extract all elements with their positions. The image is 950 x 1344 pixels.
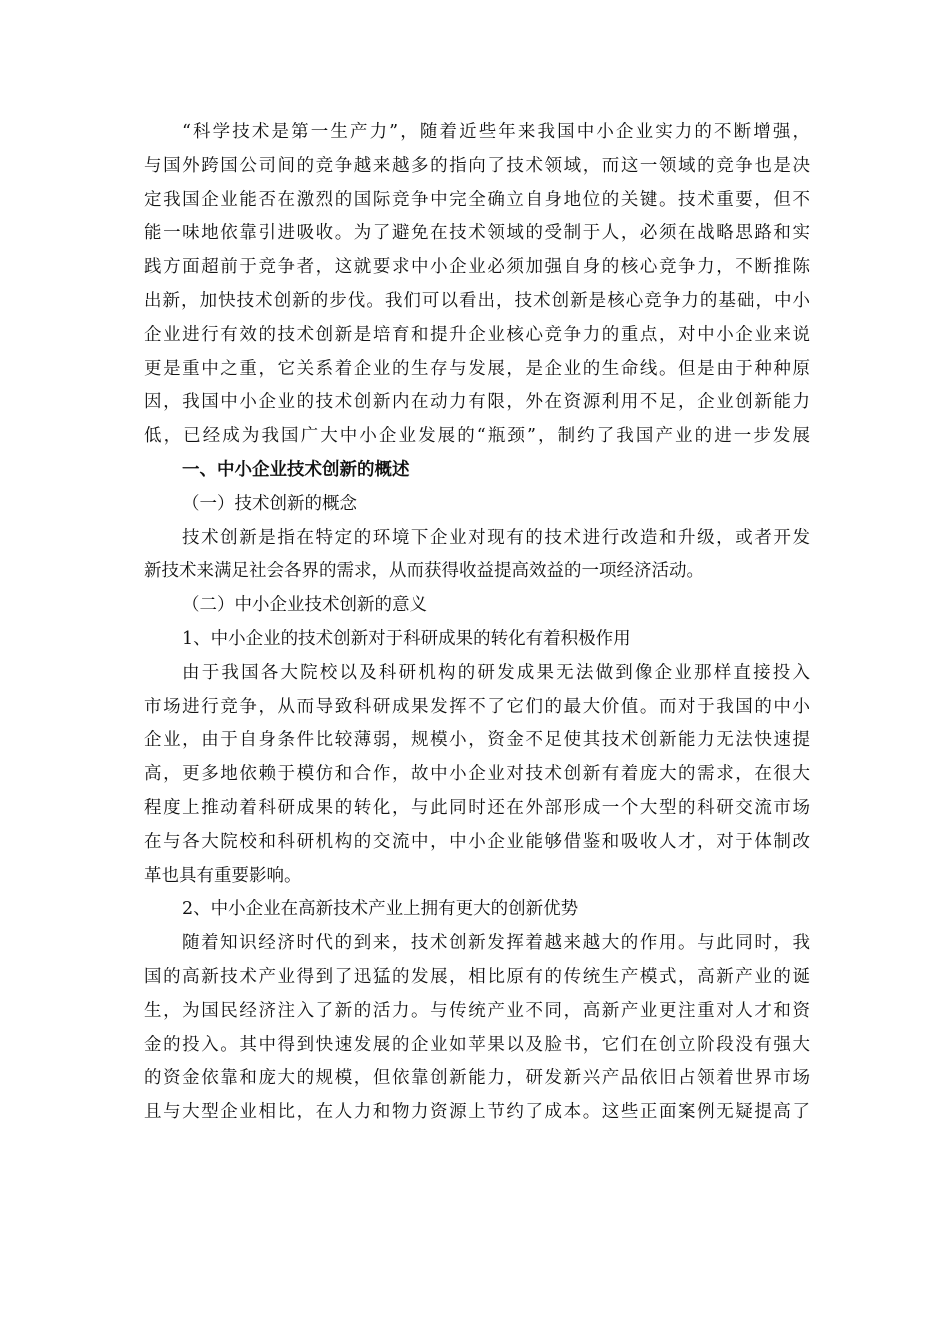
- text-line: 革也具有重要影响。: [144, 865, 302, 886]
- text-line: 且与大型企业相比，在人力和物力资源上节约了成本。这些正面案例无疑提高了: [144, 1102, 810, 1123]
- section-heading: 一、中小企业技术创新的概述: [182, 459, 410, 480]
- text-line: 更是重中之重，它关系着企业的生存与发展，是企业的生命线。但是由于种种原: [144, 358, 810, 379]
- text-line: 能一味地依靠引进吸收。为了避免在技术领域的受制于人，必须在战略思路和实: [144, 223, 810, 244]
- text-line: （一）技术创新的概念: [182, 493, 357, 514]
- document-body: [144, 116, 810, 1130]
- text-line: 市场进行竞争，从而导致科研成果发挥不了它们的最大价值。而对于我国的中小: [144, 696, 810, 717]
- text-line: 金的投入。其中得到快速发展的企业如苹果以及脸书，它们在创立阶段没有强大: [144, 1034, 810, 1055]
- text-line: 程度上推动着科研成果的转化，与此同时还在外部形成一个大型的科研交流市场: [144, 797, 810, 818]
- text-line: （二）中小企业技术创新的意义: [182, 595, 427, 616]
- text-line: 技术创新是指在特定的环境下企业对现有的技术进行改造和升级，或者开发: [182, 527, 810, 548]
- text-line: 践方面超前于竞争者，这就要求中小企业必须加强自身的核心竞争力，不断推陈: [144, 257, 810, 278]
- text-line: 的资金依靠和庞大的规模，但依靠创新能力，研发新兴产品依旧占领着世界市场: [144, 1068, 810, 1089]
- text-line: 随着知识经济时代的到来，技术创新发挥着越来越大的作用。与此同时，我: [182, 933, 810, 954]
- text-line: 生，为国民经济注入了新的活力。与传统产业不同，高新产业更注重对人才和资: [144, 1000, 810, 1021]
- text-line: 与国外跨国公司间的竞争越来越多的指向了技术领域，而这一领域的竞争也是决: [144, 155, 810, 176]
- text-line: 定我国企业能否在激烈的国际竞争中完全确立自身地位的关键。技术重要，但不: [144, 189, 810, 210]
- text-line: 2、中小企业在高新技术产业上拥有更大的创新优势: [182, 899, 579, 920]
- text-line: 在与各大院校和科研机构的交流中，中小企业能够借鉴和吸收人才，对于体制改: [144, 831, 810, 852]
- text-line: 新技术来满足社会各界的需求，从而获得收益提高效益的一项经济活动。: [144, 561, 704, 582]
- text-line: 高，更多地依赖于模仿和合作，故中小企业对技术创新有着庞大的需求，在很大: [144, 764, 810, 785]
- text-line: 企业，由于自身条件比较薄弱，规模小，资金不足使其技术创新能力无法快速提: [144, 730, 810, 751]
- text-line: 出新，加快技术创新的步伐。我们可以看出，技术创新是核心竞争力的基础，中小: [144, 290, 810, 311]
- text-line: 低，已经成为我国广大中小企业发展的“瓶颈”，制约了我国产业的进一步发展: [144, 426, 810, 447]
- text-line: 因，我国中小企业的技术创新内在动力有限，外在资源利用不足，企业创新能力: [144, 392, 810, 413]
- text-line: 由于我国各大院校以及科研机构的研发成果无法做到像企业那样直接投入: [182, 662, 810, 683]
- text-line: 1、中小企业的技术创新对于科研成果的转化有着积极作用: [182, 628, 631, 649]
- text-line: 企业进行有效的技术创新是培育和提升企业核心竞争力的重点，对中小企业来说: [144, 324, 810, 345]
- text-line: “科学技术是第一生产力”，随着近些年来我国中小企业实力的不断增强，: [182, 122, 810, 142]
- text-line: 国的高新技术产业得到了迅猛的发展，相比原有的传统生产模式，高新产业的诞: [144, 966, 810, 987]
